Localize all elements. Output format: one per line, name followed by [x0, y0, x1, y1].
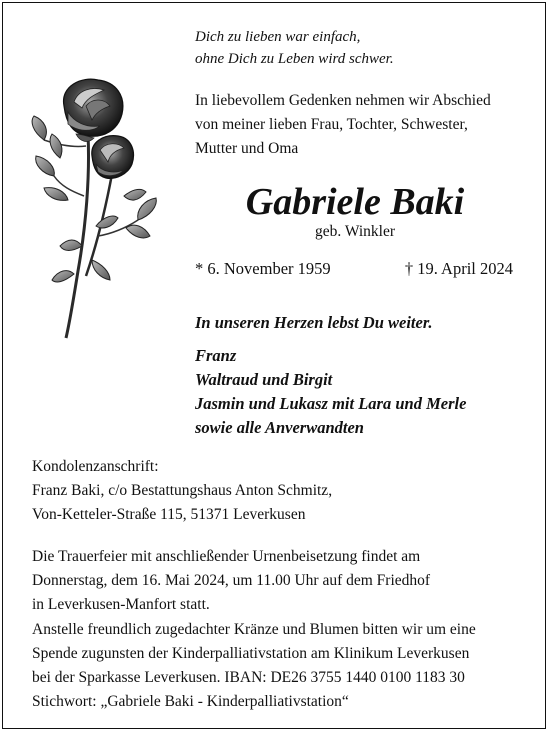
ceremony-line: in Leverkusen-Manfort statt.	[32, 596, 210, 613]
ceremony-info	[32, 545, 430, 617]
motto-line: ohne Dich zu Leben wird schwer.	[195, 51, 394, 67]
intro-line: Mutter und Oma	[195, 140, 299, 157]
motto	[195, 26, 394, 70]
deceased-name: Gabriele Baki	[245, 181, 465, 223]
family-line: Jasmin und Lukasz mit Lara und Merle	[195, 394, 467, 413]
condolence-line: Franz Baki, c/o Bestattungshaus Anton Schmitz,	[32, 482, 333, 499]
life-dates	[195, 259, 513, 279]
intro-text	[195, 89, 491, 161]
ceremony-line: Die Trauerfeier mit anschließender Urnenbeisetzung findet am	[32, 548, 421, 565]
donation-line: Stichwort: „Gabriele Baki - Kinderpalliativstation“	[32, 693, 349, 710]
donation-info	[32, 618, 476, 714]
condolence-address	[32, 455, 332, 527]
family-list	[195, 344, 466, 440]
ceremony-line: Donnerstag, dem 16. Mai 2024, um 11.00 Uhr auf dem Friedhof	[32, 572, 431, 589]
family-line: Franz	[195, 346, 237, 365]
intro-line: In liebevollem Gedenken nehmen wir Abschied	[195, 92, 491, 109]
death-date: † 19. April 2024	[404, 259, 513, 278]
donation-line: bei der Sparkasse Leverkusen. IBAN: DE26 3755 1440 0100 1183 30	[32, 669, 465, 686]
intro-line: von meiner lieben Frau, Tochter, Schwester,	[195, 116, 468, 133]
condolence-line: Von-Ketteler-Straße 115, 51371 Leverkusen	[32, 506, 306, 523]
birth-date: * 6. November 1959	[195, 259, 331, 278]
birth-name: geb. Winkler	[314, 223, 395, 240]
condolence-line: Kondolenzanschrift:	[32, 458, 159, 475]
motto-line: Dich zu lieben war einfach,	[195, 29, 361, 45]
donation-line: Spende zugunsten der Kinderpalliativstation am Klinikum Leverkusen	[32, 645, 470, 662]
heart-line: In unseren Herzen lebst Du weiter.	[195, 313, 433, 332]
family-line: Waltraud und Birgit	[195, 370, 333, 389]
rose-icon	[26, 76, 176, 352]
family-line: sowie alle Anverwandten	[195, 418, 364, 437]
donation-line: Anstelle freundlich zugedachter Kränze und Blumen bitten wir um eine	[32, 621, 476, 638]
